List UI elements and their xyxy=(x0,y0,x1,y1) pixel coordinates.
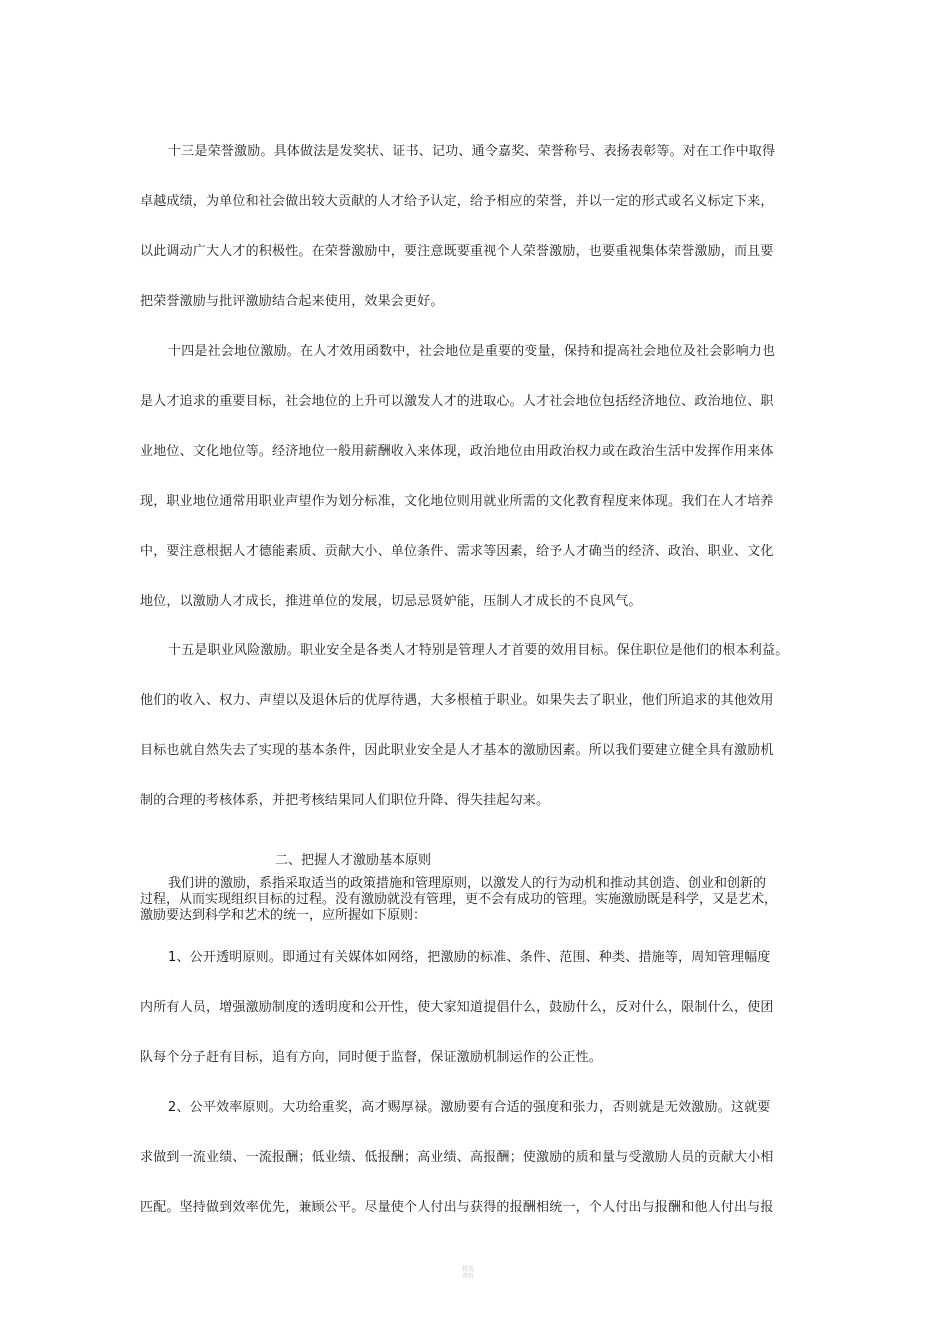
paragraph-line: 内所有人员，增强激励制度的透明度和公开性，使大家知道提倡什么，鼓励什么，反对什么，限制什么，使团 xyxy=(140,1000,774,1015)
paragraph-line: 是人才追求的重要目标，社会地位的上升可以激发人才的进取心。人才社会地位包括经济地位、政治地位、职 xyxy=(140,394,774,409)
footer-line: 精选 xyxy=(462,1266,475,1273)
paragraph-line: 求做到一流业绩、一流报酬；低业绩、低报酬；高业绩、高报酬；使激励的质和量与受激励人员的贡献大小相 xyxy=(140,1150,774,1165)
paragraph-line: 卓越成绩，为单位和社会做出较大贡献的人才给予认定，给予相应的荣誉，并以一定的形式或名义标定下来， xyxy=(140,194,774,209)
paragraph-line: 他们的收入、权力、声望以及退休后的优厚待遇，大多根植于职业。如果失去了职业，他们所追求的其他效用 xyxy=(140,693,774,708)
paragraph-line: 队每个分子赶有目标，追有方向，同时便于监督，保证激励机制运作的公正性。 xyxy=(140,1050,603,1065)
paragraph-line: 1、公开透明原则。即通过有关媒体如网络，把激励的标准、条件、范围、种类、措施等，周知管理幅度 xyxy=(168,950,771,965)
paragraph-line: 地位，以激励人才成长，推进单位的发展，切忌忌贤妒能，压制人才成长的不良风气。 xyxy=(140,594,642,609)
paragraph-line: 业地位、文化地位等。经济地位一般用薪酬收入来体现，政治地位由用政治权力或在政治生活中发挥作用来体 xyxy=(140,444,774,459)
footer-watermark xyxy=(462,1266,474,1280)
paragraph-line: 把荣誉激励与批评激励结合起来使用，效果会更好。 xyxy=(140,294,444,309)
paragraph-line: 激励要达到科学和艺术的统一，应所握如下原则： xyxy=(140,908,427,923)
paragraph-line: 2、公平效率原则。大功给重奖，高才赐厚禄。激励要有合适的强度和张力，否则就是无效激励。这就要 xyxy=(168,1100,771,1115)
paragraph-line: 制的合理的考核体系，并把考核结果同人们职位升降、得失挂起勾来。 xyxy=(140,793,550,808)
paragraph-line: 我们讲的激励，系指采取适当的政策措施和管理原则，以激发人的行为动机和推动其创造、创业和创新的 xyxy=(168,876,767,891)
section-heading: 二、把握人才激励基本原则 xyxy=(275,853,432,868)
paragraph-line: 目标也就自然失去了实现的基本条件，因此职业安全是人才基本的激励因素。所以我们要建立健全具有激励机 xyxy=(140,743,774,758)
paragraph-line: 中，要注意根据人才德能素质、贡献大小、单位条件、需求等因素，给予人才确当的经济、政治、职业、文化 xyxy=(140,544,774,559)
paragraph-line: 十四是社会地位激励。在人才效用函数中，社会地位是重要的变量，保持和提高社会地位及社会影响力也 xyxy=(168,344,776,359)
paragraph-line: 现，职业地位通常用职业声望作为划分标准，文化地位则用就业所需的文化教育程度来体现。我们在人才培养 xyxy=(140,494,774,509)
paragraph-line: 过程，从而实现组织目标的过程。没有激励就没有管理，更不会有成功的管理。实施激励既是科学，又是艺术， xyxy=(140,892,778,907)
footer-line: 资料 xyxy=(462,1273,475,1280)
paragraph-line: 以此调动广大人才的积极性。在荣誉激励中，要注意既要重视个人荣誉激励，也要重视集体荣誉激励，而且要 xyxy=(140,244,774,259)
paragraph-line: 匹配。坚持做到效率优先，兼顾公平。尽量使个人付出与获得的报酬相统一，个人付出与报酬和他人付出与报 xyxy=(140,1200,774,1215)
paragraph-line: 十三是荣誉激励。具体做法是发奖状、证书、记功、通令嘉奖、荣誉称号、表扬表彰等。对在工作中取得 xyxy=(168,144,776,159)
paragraph-line: 十五是职业风险激励。职业安全是各类人才特别是管理人才首要的效用目标。保住职位是他们的根本利益。 xyxy=(168,643,789,658)
